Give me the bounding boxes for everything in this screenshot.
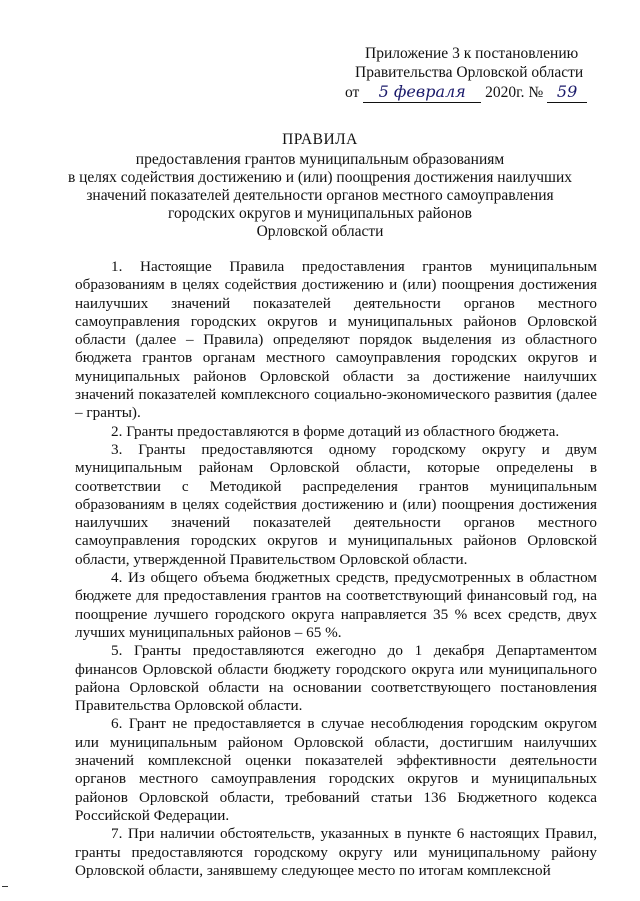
- title-main: ПРАВИЛА: [282, 131, 358, 148]
- from-prefix: от: [345, 84, 360, 101]
- handwritten-number: 59: [556, 82, 578, 101]
- handwritten-date: 5 февраля: [378, 82, 466, 101]
- paragraph-6: 6. Грант не предоставляется в случае несоблюдения городским округом или муниципальным районом Орловской области, достигшим наилучших значений комплексной оценки показателей эффективности деятельности органов местного самоуправления городских округов и муниципальных районов Орловской области, требований статьи 136 Бюджетного кодекса Российской Федерации.: [75, 715, 597, 824]
- title-line: предоставления грантов муниципальным образованиям: [135, 151, 505, 168]
- document-body: [75, 258, 597, 880]
- annex-header: [345, 44, 605, 103]
- paragraph-1: 1. Настоящие Правила предоставления грантов муниципальным образованиям в целях содействия достижению и (или) поощрения достижения наилучших значений показателей деятельности органов местного самоуправления городских округов и муниципальных районов Орловской области (далее – Правила) определяют порядок выделения из областного бюджета грантов органам местного самоуправления городских округов и муниципальных районов Орловской области за достижение наилучших значений показателей комплексного социально-экономического развития (далее – гранты).: [75, 258, 597, 422]
- title-line: в целях содействия достижению и (или) поощрения достижения наилучших: [67, 169, 573, 186]
- paragraph-7: 7. При наличии обстоятельств, указанных в пункте 6 настоящих Правил, гранты предоставляются городскому округу или муниципальному району Орловской области, занявшему следующее место по итогам комплексной: [75, 825, 597, 879]
- annex-line-1: Приложение 3 к постановлению: [365, 45, 579, 62]
- margin-mark: [2, 886, 8, 887]
- title-line: Орловской области: [256, 223, 384, 240]
- annex-line-2: Правительства Орловской области: [355, 64, 584, 81]
- year-text: 2020г.: [485, 84, 525, 101]
- number-blank: [547, 82, 587, 103]
- number-prefix: №: [528, 84, 544, 101]
- title-line: городских округов и муниципальных районов: [168, 205, 472, 222]
- paragraph-4: 4. Из общего объема бюджетных средств, предусмотренных в областном бюджете для предоставления грантов на соответствующий финансовый год, на поощрение лучшего городского округа направляется 35 % всех средств, двух лучших муниципальных районов – 65 %.: [75, 569, 597, 641]
- date-blank: [363, 82, 481, 103]
- annex-date-line: [345, 82, 605, 103]
- title-line: значений показателей деятельности органов местного самоуправления: [86, 187, 554, 204]
- paragraph-3: 3. Гранты предоставляются одному городскому округу и двум муниципальным районам Орловской области, которые определены в соответствии с Методикой распределения грантов муниципальным образованиям в целях содействия достижению и (или) поощрения достижения наилучших значений показателей деятельности органов местного самоуправления городских округов и муниципальных районов Орловской области, утвержденной Правительством Орловской области.: [75, 440, 597, 568]
- document-title: [0, 131, 640, 241]
- paragraph-2: 2. Гранты предоставляются в форме дотаций из областного бюджета.: [111, 422, 560, 440]
- paragraph-5: 5. Гранты предоставляются ежегодно до 1 декабря Департаментом финансов Орловской области бюджету городского округа или муниципального района Орловской области на основании соответствующего постановления Правительства Орловской области.: [75, 642, 597, 715]
